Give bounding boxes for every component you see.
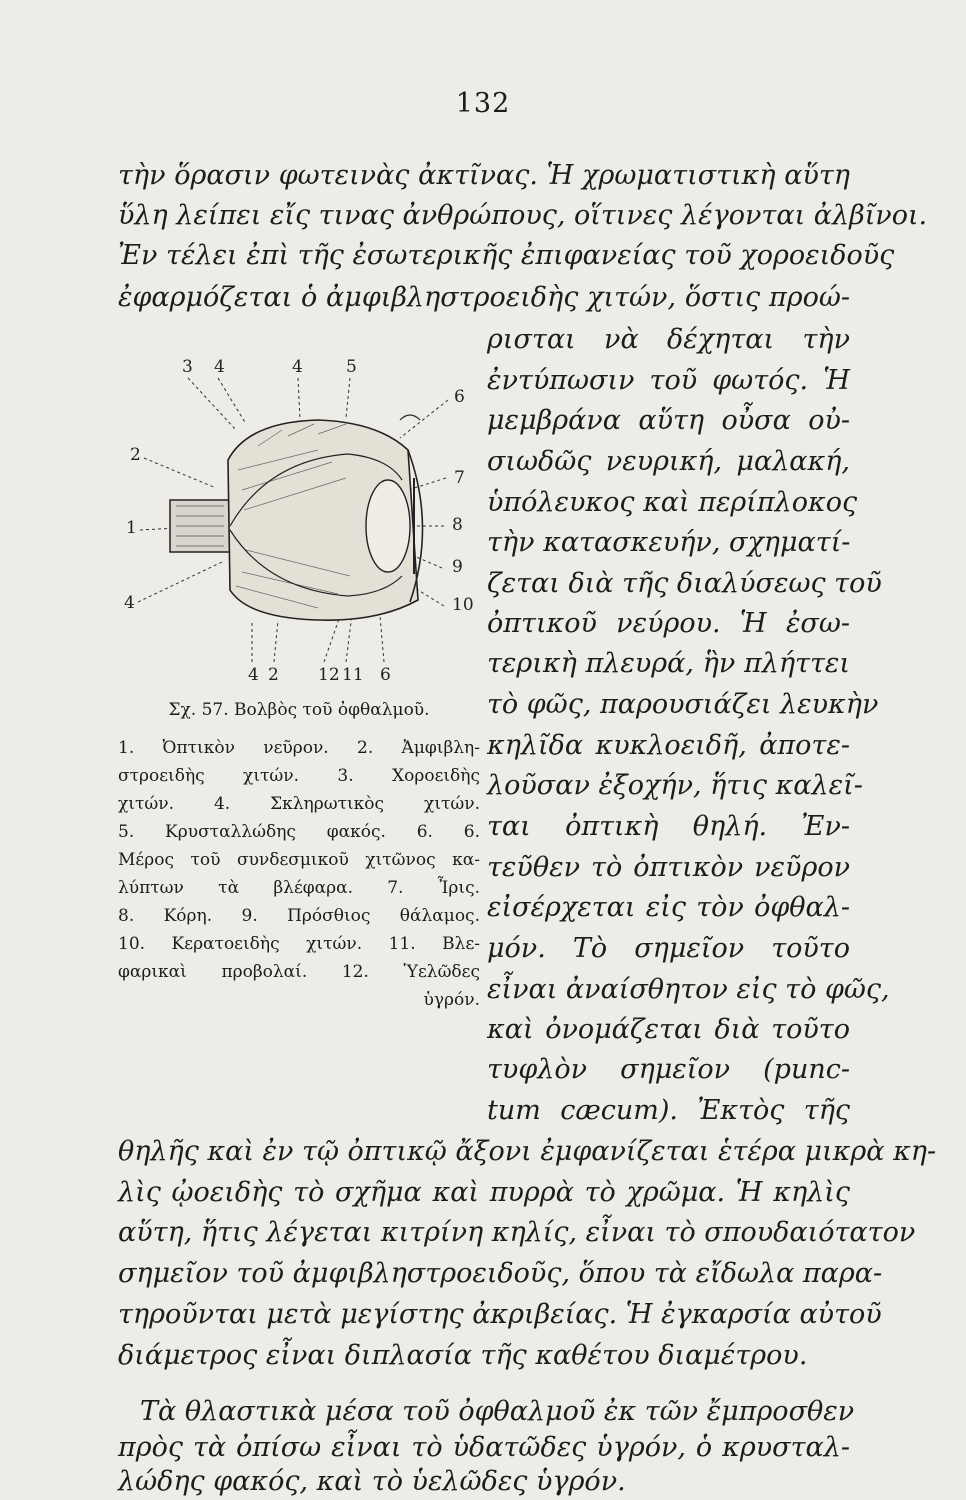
text-line: ται ὀπτικὴ θηλή. Ἐν- [487, 811, 850, 842]
text-line: τυφλὸν σημεῖον (punc- [487, 1054, 850, 1085]
text-line: τὴν κατασκευήν, σχηματί- [487, 527, 851, 558]
figure-label: 3 [182, 357, 193, 377]
text-line: λὶς ᾠοειδὴς τὸ σχῆμα καὶ πυρρὰ τὸ χρῶμα. Ἡ κηλὶς [118, 1177, 850, 1208]
figure-label: 4 [124, 593, 135, 613]
text-line: ἐφαρμόζεται ὁ ἀμφιβληστροειδὴς χιτών, ὅστις προώ- [118, 282, 850, 313]
figure-label: 9 [452, 557, 463, 577]
legend-line: χιτών. 4. Σκληρωτικὸς χιτών. [118, 794, 480, 814]
figure-label: 4 [248, 665, 259, 685]
text-line: σιωδῶς νευρική, μαλακή, [487, 446, 850, 477]
figure-label: 7 [454, 468, 465, 488]
legend-line: 1. Ὀπτικὸν νεῦρον. 2. Ἀμφιβλη- [118, 738, 480, 758]
figure-label: 2 [130, 445, 141, 465]
text-line: tum cæcum). Ἐκτὸς τῆς [487, 1095, 850, 1126]
text-line: ρισται νὰ δέχηται τὴν [487, 324, 850, 355]
figure-label: 4 [292, 357, 303, 377]
text-line: τὸ φῶς, παρουσιάζει λευκὴν [487, 689, 879, 720]
page-number: 132 [455, 88, 511, 119]
legend-line: 5. Κρυσταλλώδης φακός. 6. 6. [118, 822, 480, 842]
legend-line: 10. Κερατοειδὴς χιτών. 11. Βλε- [118, 934, 480, 954]
text-line: κηλῖδα κυκλοειδῆ, ἀποτε- [487, 730, 850, 761]
text-line: ὀπτικοῦ νεύρου. Ἡ ἐσω- [487, 608, 850, 639]
text-line: αὕτη, ἥτις λέγεται κιτρίνη κηλίς, εἶναι τὸ σπουδαιότατον [118, 1217, 916, 1248]
text-line: λοῦσαν ἐξοχήν, ἥτις καλεῖ- [487, 770, 863, 801]
figure-caption: Σχ. 57. Βολβὸς τοῦ ὀφθαλμοῦ. [168, 700, 430, 720]
legend-line: 8. Κόρη. 9. Πρόσθιος θάλαμος. [118, 906, 480, 926]
figure-label: 6 [454, 387, 465, 407]
text-line: τηροῦνται μετὰ μεγίστης ἀκριβείας. Ἡ ἐγκαρσία αὐτοῦ [118, 1299, 882, 1330]
text-line: τερικὴ πλευρά, ἣν πλήττει [487, 648, 850, 679]
text-line: θηλῆς καὶ ἐν τῷ ὀπτικῷ ἄξονι ἐμφανίζεται ἑτέρα μικρὰ κη- [118, 1136, 937, 1167]
text-line: εἰσέρχεται εἰς τὸν ὀφθαλ- [487, 892, 850, 923]
text-line: ζεται διὰ τῆς διαλύσεως τοῦ [487, 568, 882, 599]
text-line: Τὰ θλαστικὰ μέσα τοῦ ὀφθαλμοῦ ἐκ τῶν ἔμπροσθεν [140, 1396, 855, 1427]
text-line: σημεῖον τοῦ ἀμφιβληστροειδοῦς, ὅπου τὰ εἴδωλα παρα- [118, 1258, 883, 1289]
text-line: πρὸς τὰ ὀπίσω εἶναι τὸ ὑδατῶδες ὑγρόν, ὁ κρυσταλ- [118, 1432, 850, 1463]
text-line: ὑπόλευκος καὶ περίπλοκος [487, 487, 858, 518]
text-line: μόν. Τὸ σημεῖον τοῦτο [487, 933, 850, 964]
figure-label: 12 [318, 665, 340, 685]
text-line: καὶ ὀνομάζεται διὰ τοῦτο [487, 1014, 850, 1045]
legend-line: λύπτων τὰ βλέφαρα. 7. Ἶρις. [118, 878, 480, 898]
figure-label: 6 [380, 665, 391, 685]
figure-label: 1 [126, 518, 137, 538]
figure-label: 11 [342, 665, 364, 685]
legend-line: φαρικαὶ προβολαί. 12. Ὑελῶδες [118, 962, 480, 982]
text-line: ἐντύπωσιν τοῦ φωτός. Ἡ [487, 365, 850, 396]
text-line: εἶναι ἀναίσθητον εἰς τὸ φῶς, [487, 974, 890, 1005]
text-line: μεμβράνα αὕτη οὖσα οὐ- [487, 405, 850, 436]
text-line: διάμετρος εἶναι διπλασία τῆς καθέτου διαμέτρου. [118, 1340, 808, 1371]
figure-label: 2 [268, 665, 279, 685]
legend-line: στροειδὴς χιτών. 3. Χοροειδὴς [118, 766, 480, 786]
legend-line: ὑγρόν. [423, 990, 480, 1010]
figure-label: 8 [452, 515, 463, 535]
eyeball-figure [118, 350, 478, 695]
text-line: Ἐν τέλει ἐπὶ τῆς ἐσωτερικῆς ἐπιφανείας τοῦ χοροειδοῦς [118, 240, 895, 271]
text-line: ὕλη λείπει εἴς τινας ἀνθρώπους, οἵτινες λέγονται ἀλβῖνοι. [118, 200, 928, 231]
legend-line: Μέρος τοῦ συνδεσμικοῦ χιτῶνος κα- [118, 850, 480, 870]
figure-label: 10 [452, 595, 474, 615]
text-line: τὴν ὅρασιν φωτεινὰς ἀκτῖνας. Ἡ χρωματιστικὴ αὕτη [118, 160, 850, 191]
figure-label: 4 [214, 357, 225, 377]
text-line: τεῦθεν τὸ ὀπτικὸν νεῦρον [487, 852, 850, 883]
figure-label: 5 [346, 357, 357, 377]
text-line: λώδης φακός, καὶ τὸ ὑελῶδες ὑγρόν. [118, 1466, 626, 1497]
